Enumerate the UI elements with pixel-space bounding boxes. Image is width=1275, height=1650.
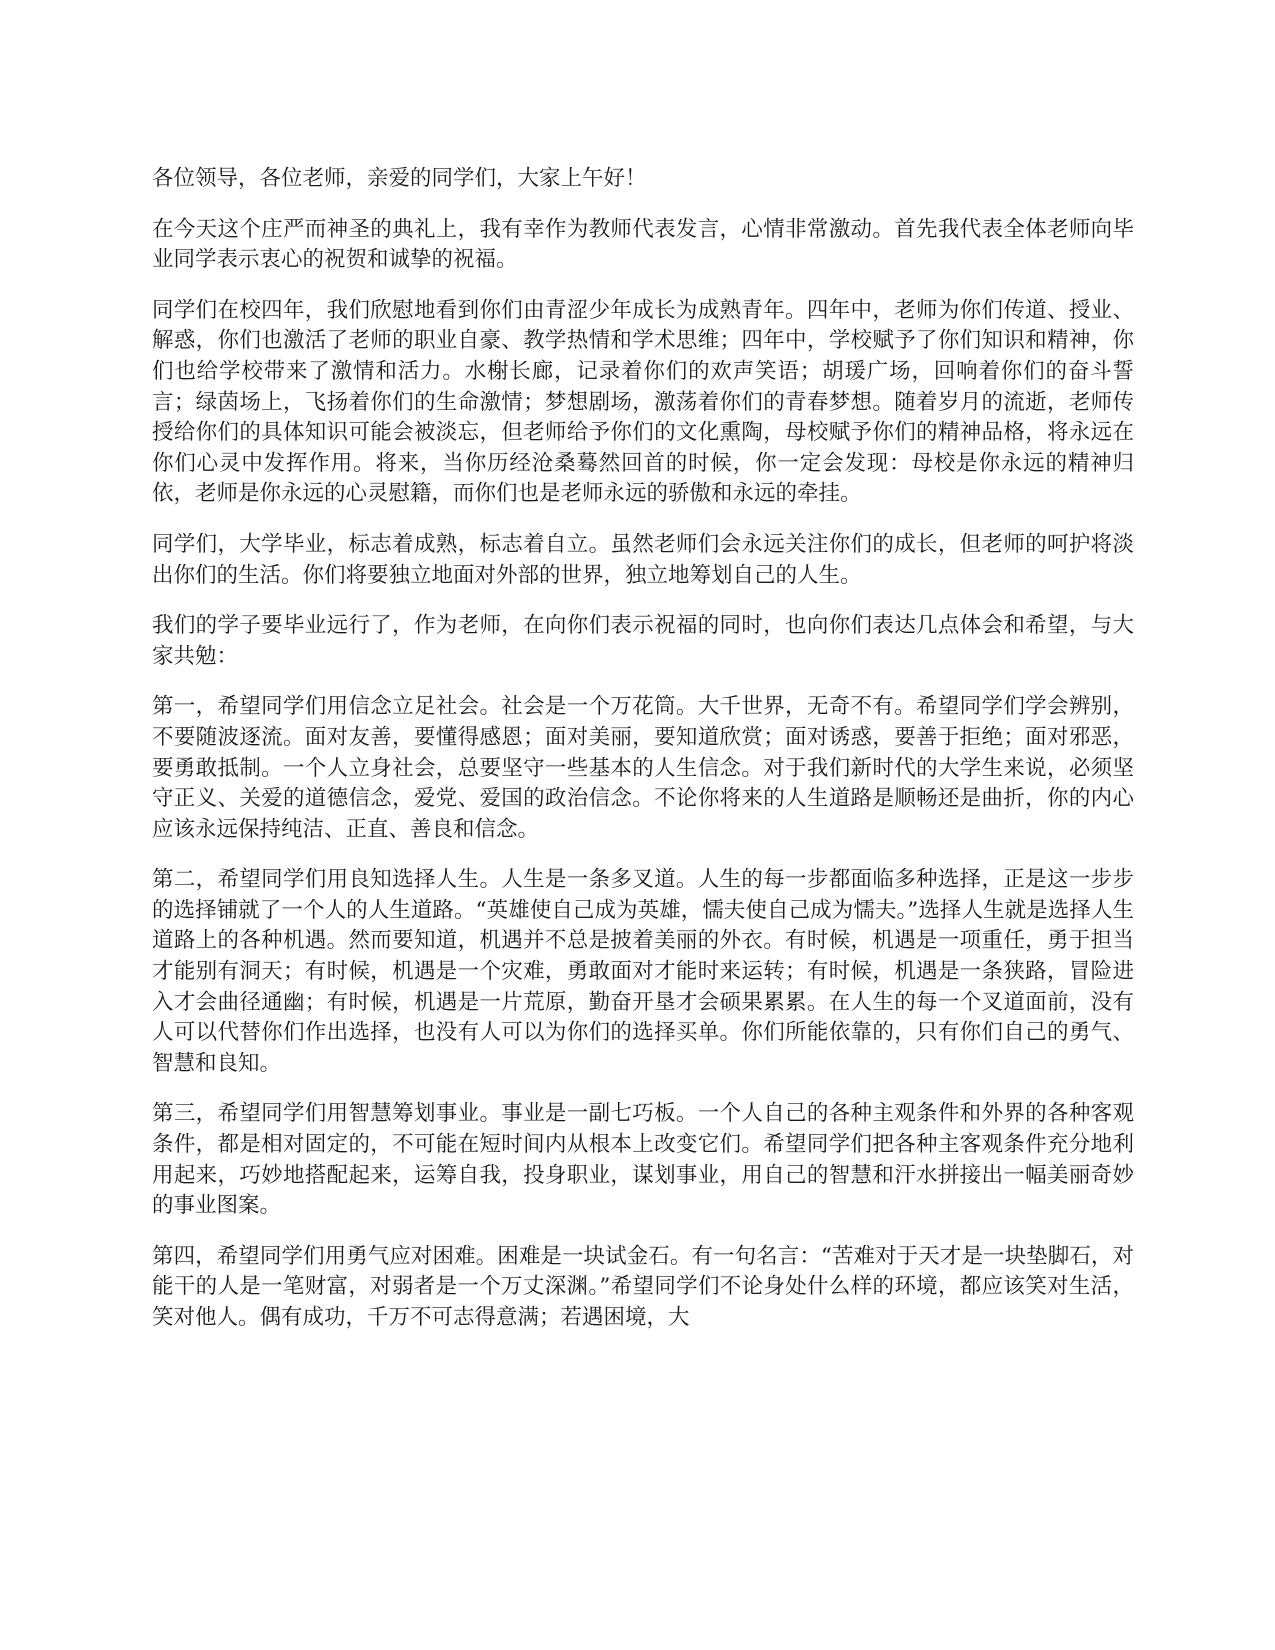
paragraph-greeting: 各位领导，各位老师，亲爱的同学们，大家上午好！: [152, 166, 647, 191]
paragraph-hopes-intro: 我们的学子要毕业远行了，作为老师，在向你们表示祝福的同时，也向你们表达几点体会和希望，与大家共勉：: [152, 613, 1134, 669]
paragraph-second-hope: 第二，希望同学们用良知选择人生。人生是一条多叉道。人生的每一步都面临多种选择，正是这一步步的选择铺就了一个人的人生道路。“英雄使自己成为英雄，懦夫使自己成为懦夫。”选择人生就是选择人生道路上的各种机遇。然而要知道，机遇并不总是披着美丽的外衣。有时候，机遇是一项重任，勇于担当才能别有洞天；有时候，机遇是一个灾难，勇敢面对才能时来运转；有时候，机遇是一条狭路，冒险进入才会曲径通幽；有时候，机遇是一片荒原，勤奋开垦才会硕果累累。在人生的每一个叉道面前，没有人可以代替你们作出选择，也没有人可以为你们的选择买单。你们所能依靠的，只有你们自己的勇气、智慧和良知。: [152, 867, 1134, 1076]
paragraph-intro: 在今天这个庄严而神圣的典礼上，我有幸作为教师代表发言，心情非常激动。首先我代表全体老师向毕业同学表示衷心的祝贺和诚挚的祝福。: [152, 216, 1134, 273]
speech-body: [152, 164, 1134, 1354]
paragraph-four-years: 同学们在校四年，我们欣慰地看到你们由青涩少年成长为成熟青年。四年中，老师为你们传道、授业、解惑，你们也激活了老师的职业自豪、教学热情和学术思维；四年中，学校赋予了你们知识和精神，你们也给学校带来了激情和活力。水榭长廊，记录着你们的欢声笑语；胡瑗广场，回响着你们的奋斗誓言；绿茵场上，飞扬着你们的生命激情；梦想剧场，激荡着你们的青春梦想。随着岁月的流逝，老师传授给你们的具体知识可能会被淡忘，但老师给予你们的文化熏陶，母校赋予你们的精神品格，将永远在你们心灵中发挥作用。将来，当你历经沧桑蓦然回首的时候，你一定会发现：母校是你永远的精神归依，老师是你永远的心灵慰籍，而你们也是老师永远的骄傲和永远的牵挂。: [152, 297, 1134, 507]
paragraph-third-hope: 第三，希望同学们用智慧筹划事业。事业是一副七巧板。一个人自己的各种主观条件和外界的各种客观条件，都是相对固定的，不可能在短时间内从根本上改变它们。希望同学们把各种主客观条件充分地利用起来，巧妙地搭配起来，运筹自我，投身职业，谋划事业，用自己的智慧和汗水拼接出一幅美丽奇妙的事业图案。: [152, 1101, 1134, 1219]
paragraph-first-hope: 第一，希望同学们用信念立足社会。社会是一个万花筒。大千世界，无奇不有。希望同学们学会辨别，不要随波逐流。面对友善，要懂得感恩；面对美丽，要知道欣赏；面对诱惑，要善于拒绝；面对邪恶，要勇敢抵制。一个人立身社会，总要坚守一些基本的人生信念。对于我们新时代的大学生来说，必须坚守正义、关爱的道德信念，爱党、爱国的政治信念。不论你将来的人生道路是顺畅还是曲折，你的内心应该永远保持纯洁、正直、善良和信念。: [152, 694, 1134, 842]
paragraph-graduation: 同学们，大学毕业，标志着成熟，标志着自立。虽然老师们会永远关注你们的成长，但老师的呵护将淡出你们的生活。你们将要独立地面对外部的世界，独立地筹划自己的人生。: [152, 531, 1134, 588]
paragraph-fourth-hope: 第四，希望同学们用勇气应对困难。困难是一块试金石。有一句名言：“苦难对于天才是一块垫脚石，对能干的人是一笔财富，对弱者是一个万丈深渊。”希望同学们不论身处什么样的环境，都应该笑对生活，笑对他人。偶有成功，千万不可志得意满；若遇困境，大: [152, 1243, 1134, 1330]
